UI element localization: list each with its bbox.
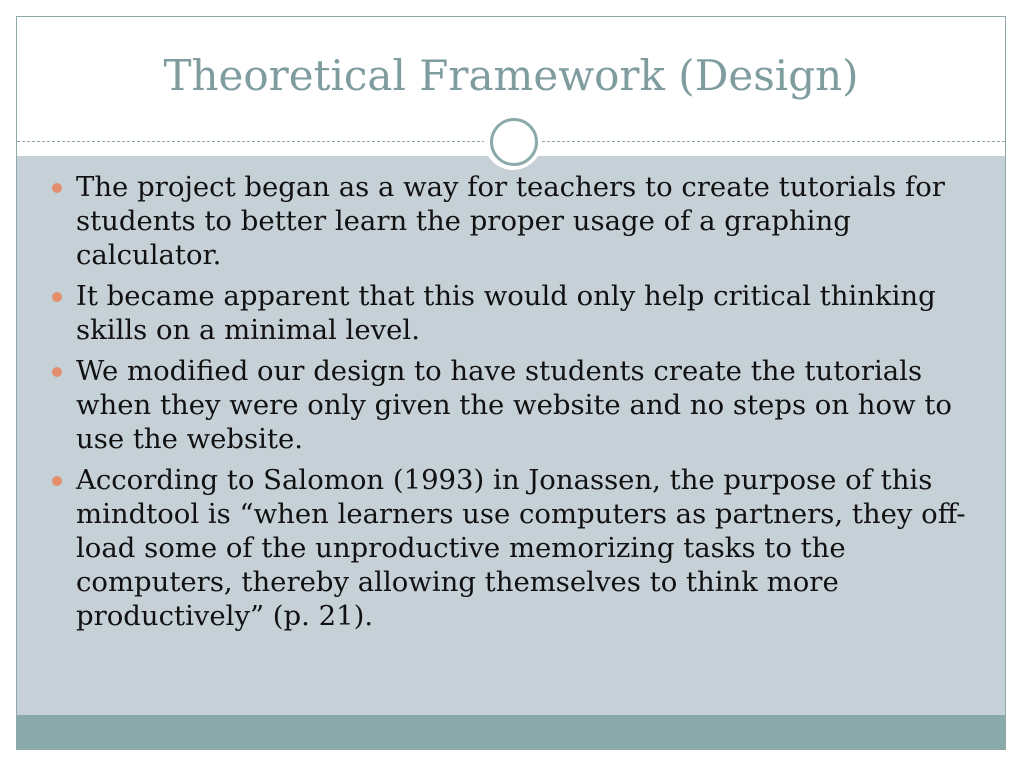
bullet-item: [52, 354, 982, 456]
bullet-dot-icon: [52, 367, 62, 377]
bullet-item: [52, 279, 982, 347]
bullet-dot-icon: [52, 292, 62, 302]
bottom-band: [17, 715, 1005, 749]
bullet-dot-icon: [52, 476, 62, 486]
bullet-item: [52, 463, 982, 633]
circle-ring: [490, 118, 538, 166]
bullet-list: [52, 170, 982, 640]
bullet-text: It became apparent that this would only help critical thinking skills on a minimal level.: [76, 280, 936, 346]
bullet-text: We modified our design to have students create the tutorials when they were only given the website and no steps on how to use the website.: [76, 355, 952, 455]
bullet-text: According to Salomon (1993) in Jonassen, the purpose of this mindtool is “when learners use computers as partners, they off-load some of the unproductive memorizing tasks to the computers, thereby allowing themselves to think more productively” (p. 21).: [76, 464, 966, 632]
bullet-item: [52, 170, 982, 272]
divider-circle-icon: [484, 112, 542, 170]
bullet-text: The project began as a way for teachers to create tutorials for students to better learn the proper usage of a graphing calculator.: [76, 171, 945, 271]
slide-title: Theoretical Framework (Design): [163, 51, 859, 100]
bullet-dot-icon: [52, 183, 62, 193]
